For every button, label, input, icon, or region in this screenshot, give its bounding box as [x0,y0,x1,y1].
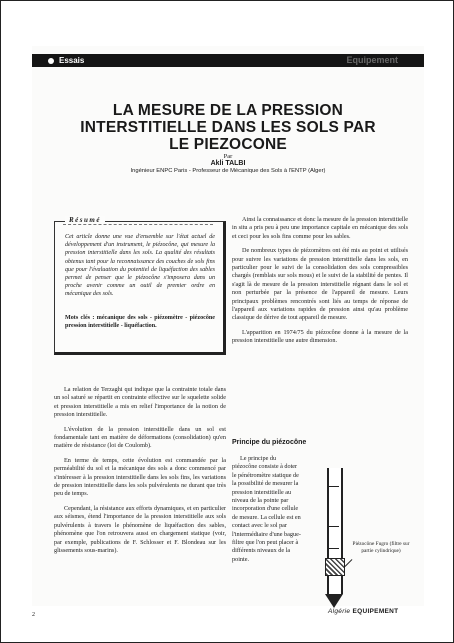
journal-footer [328,608,398,615]
section-heading-principe: Principe du piézocône [232,439,307,446]
journal-prefix: Algérie [328,608,351,615]
paragraph: La relation de Terzaghi qui indique que la contrainte totale dans un sol saturé se répartit en contrainte effective sur le squelette solide et pression interstitielle a mis en relief l'importance de la notion de pression interstitielle. [54,386,226,419]
article-title: LA MESURE DE LA PRESSION INTERSTITIELLE DANS LES SOLS PAR LE PIEZOCONE [80,102,376,153]
section-header-bar [32,54,424,67]
byline-par: Par [223,153,233,160]
cone-tip-drawing [325,594,343,608]
figure-caption: Piézocône Fugro (filtre sur partie cylindrique) [352,541,410,554]
author-affiliation: Ingénieur ENPC Paris - Professeur de Mécanique des Sols à l'ENTP (Alger) [130,168,326,174]
principe-column [232,455,302,570]
paragraph: Le principe du piézocône consiste à doter le pénétromètre statique de la possibilité de mesurer la pression interstitielle au niveau de la pointe par incorporation d'une cellule de mesure. La cellule est en contact avec le sol par l'intermédiaire d'une bague-filtre que l'on peut placer à différents niveaux de la pointe. [232,455,301,563]
rod-joint [327,548,339,549]
header-ghost-text: Equipement [346,55,398,65]
paragraph: De nombreux types de piézomètres ont été mis au point et utilisés pour suivre les variations de pression interstitielle dans les sols, en particulier pour le suivi de la consolidation des sols compressibles chargés (remblais sur sols mous) et le suivi de la stabilité de pentes. Il s'agit là de mesure de la pression interstitielle régnant dans le sol et non perturbée par la présence de l'appareil de mesure. Leurs principaux problèmes rencontrés sont liés au temps de réponse de l'appareil aux variations rapides de pression ainsi qu'au problème classique de dérive de tout appareil de mesure. [232,247,408,322]
left-column [54,386,226,561]
page-number: 2 [32,612,35,618]
paragraph: En terme de temps, cette évolution est commandée par la perméabilité du sol et la mécanique des sols a donc commencé par s'intéresser à la pression interstitielle dans les sols fins, les variations de pression interstitielle dans les sols pulvérulents ne durant que très peu de temps. [54,456,226,498]
caption-leader-line [345,559,353,567]
filter-ring-drawing [325,558,345,576]
journal-name: EQUIPEMENT [352,608,399,615]
section-label: Essais [59,56,85,65]
paragraph: L'apparition en 1974/75 du piézocône donne à la mesure de la pression interstitielle une autre dimension. [232,328,408,345]
article-page [32,46,424,618]
author-name: Akli TALBI [210,160,246,167]
paragraph: Ainsi la connaissance et donc la mesure de la pression interstitielle in situ a pris peu à peu une importance capitale en mécanique des sols et ceci pour les sols fins comme pour les sables. [232,216,408,240]
rod-joint [327,526,339,527]
bullet-icon [48,58,54,64]
abstract-box [54,216,226,355]
abstract-text: Cet article donne une vue d'ensemble sur l'état actuel de développement d'un instrument, le piézocône, qui mesure la pression interstitielle dans les sols. La qualité des résultats obtenus tant pour la reconnaissance des couches de sols fins que pour l'évaluation du potentiel de liquéfaction des sables permet de penser que le piézocône s'imposera dans un proche avenir comme un outil de premier ordre en mécanique des sols. [65,234,215,298]
rod-joint [327,486,339,487]
piezocone-figure [306,462,410,612]
abstract-heading: Résumé [65,216,105,224]
paragraph: Cependant, la résistance aux efforts dynamiques, et en particulier aux séismes, étend l'importance de la pression interstitielle aux sols pulvérulents à travers le phénomène de liquéfaction des sables, phénomène que l'on retrouvera aussi en chargement statique (voir, par exemple, publications de F. Schlosser et F. Blondeau sur les glissements sous-marins). [54,504,226,554]
abstract-divider [63,224,213,226]
paragraph: L'évolution de la pression interstitielle dans un sol est fondamentale tant en matière de déformations (consolidation) qu'en matière de résistance (loi de Coulomb). [54,425,226,450]
abstract-keywords: Mots clés : mécanique des sols - piézomètre - piézocône pression interstitielle - liquéfaction. [65,315,215,330]
right-column [232,216,408,352]
